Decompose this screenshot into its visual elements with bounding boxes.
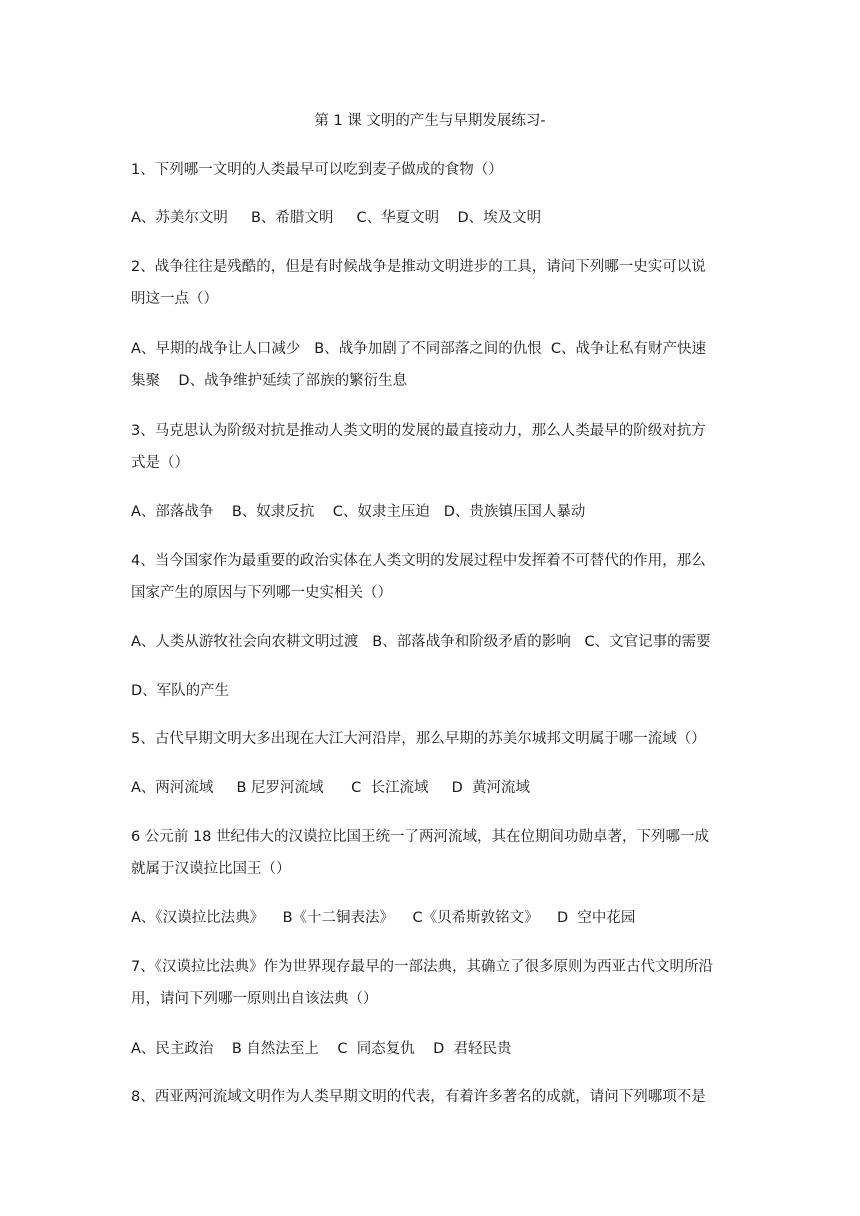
question-6-options: A、《汉谟拉比法典》 B《十二铜表法》 C《贝希斯敦铭文》 D 空中花园 [131,910,636,926]
question-7-text-cont: 用，请问下列哪一原则出自该法典（） [131,991,378,1007]
document-title: 第 1 课 文明的产生与早期发展练习- [314,113,546,129]
question-4-text: 4、当今国家作为最重要的政治实体在人类文明的发展过程中发挥着不可替代的作用，那么 [131,553,706,569]
question-4-options: A、人类从游牧社会向农耕文明过渡 B、部落战争和阶级矛盾的影响 C、文官记事的需要 [131,634,711,650]
question-6-text: 6 公元前 18 世纪伟大的汉谟拉比国王统一了两河流域，其在位期间功勋卓著，下列哪一成 [131,829,709,845]
question-5-options: A、两河流域 B 尼罗河流域 C 长江流域 D 黄河流域 [131,780,530,796]
question-1-options: A、苏美尔文明 B、希腊文明 C、华夏文明 D、埃及文明 [131,210,542,226]
question-7-options: A、民主政治 B 自然法至上 C 同态复仇 D 君轻民贵 [131,1041,512,1057]
question-3-text: 3、马克思认为阶级对抗是推动人类文明的发展的最直接动力，那么人类最早的阶级对抗方 [131,423,706,439]
question-4-text-cont: 国家产生的原因与下列哪一史实相关（） [131,585,392,601]
question-8-text: 8、西亚两河流域文明作为人类早期文明的代表，有着许多著名的成就，请问下列哪项不是 [131,1089,706,1105]
question-2-options: A、早期的战争让人口减少 B、战争加剧了不同部落之间的仇恨 C、战争让私有财产快速 [131,341,707,357]
question-1-text: 1、下列哪一文明的人类最早可以吃到麦子做成的食物（） [131,162,503,178]
question-5-text: 5、古代早期文明大多出现在大江大河沿岸，那么早期的苏美尔城邦文明属于哪一流域（） [131,731,706,747]
question-3-text-cont: 式是（） [131,455,189,471]
question-6-text-cont: 就属于汉谟拉比国王（） [131,861,291,877]
question-2-text-cont: 明这一点（） [131,291,218,307]
question-7-text: 7、《汉谟拉比法典》作为世界现存最早的一部法典，其确立了很多原则为西亚古代文明所沿 [131,959,713,975]
question-2-options-cont: 集聚 D、战争维护延续了部族的繁衍生息 [131,373,408,389]
question-3-options: A、部落战争 B、奴隶反抗 C、奴隶主压迫 D、贵族镇压国人暴动 [131,504,586,520]
question-4-options-cont: D、军队的产生 [131,683,230,699]
question-2-text: 2、战争往往是残酷的，但是有时候战争是推动文明进步的工具，请问下列哪一史实可以说 [131,259,706,275]
